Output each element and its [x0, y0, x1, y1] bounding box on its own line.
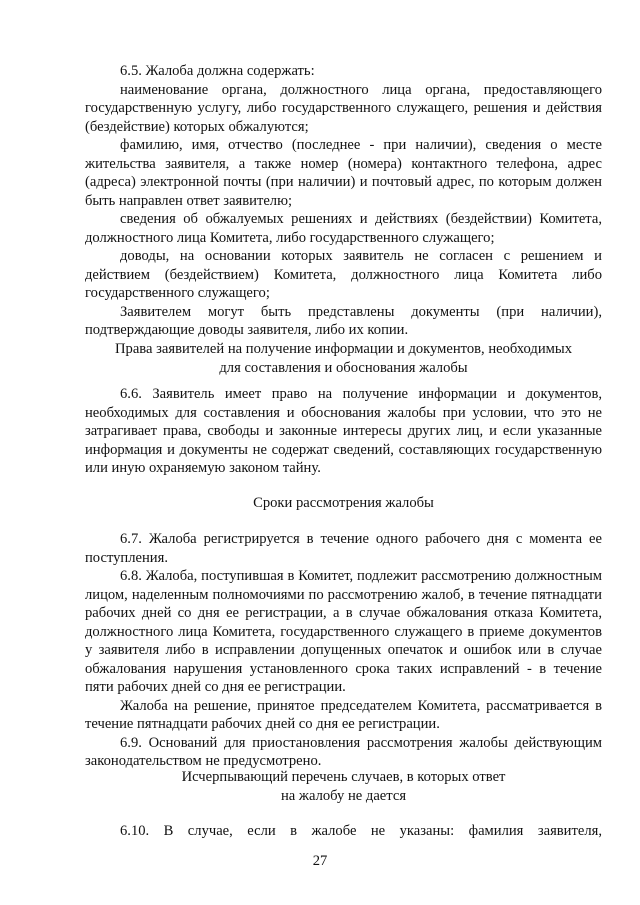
heading-terms-line1: Сроки рассмотрения жалобы [253, 495, 434, 511]
paragraph-6-10: 6.10. В случае, если в жалобе не указаны: фамилия заявителя, [120, 823, 602, 839]
heading-rights-line1: Права заявителей на получение информации и документов, необходимых [114, 341, 572, 357]
heading-refusal [85, 768, 602, 805]
paragraph-6-7: 6.7. Жалоба регистрируется в течение одного рабочего дня с момента ее поступления. [85, 531, 602, 566]
paragraph-chairman: Жалоба на решение, принятое председателем Комитета, рассматривается в течение пятнадцати рабочих дней со дня ее регистрации. [85, 697, 602, 732]
section-6-5 [85, 62, 602, 340]
paragraph-6-6: 6.6. Заявитель имеет право на получение информации и документов, необходимых для составления и обоснования жалобы при условии, что это не затрагивает права, свободы и законные интересы других лиц, и если указанные информация и документы не содержат сведений, составляющих государственную или иную охраняемую законом тайну. [85, 386, 602, 476]
heading-refusal-line2: на жалобу не дается [280, 787, 407, 804]
heading-rights-line2: для составления и обоснования жалобы [219, 359, 468, 376]
paragraph-6-5-arguments: доводы, на основании которых заявитель не согласен с решением и действием (бездействием) Комитета, должностного лица Комитета либо государственного служащего; [85, 248, 602, 301]
paragraph-6-5-documents: Заявителем могут быть представлены документы (при наличии), подтверждающие доводы заявителя, либо их копии. [85, 303, 602, 338]
heading-rights [85, 340, 602, 377]
section-6-10 [85, 822, 602, 841]
paragraph-6-5-intro: 6.5. Жалоба должна содержать: [120, 63, 315, 79]
paragraph-6-8: 6.8. Жалоба, поступившая в Комитет, подлежит рассмотрению должностным лицом, наделенным полномочиями по рассмотрению жалоб, в течение пятнадцати рабочих дней со дня ее регистрации, а в случае обжалования отказа Комитета, должностного лица Комитета, государственного служащего в приеме документов у заявителя либо в исправлении допущенных опечаток и ошибок или в случае обжалования нарушения установленного срока таких исправлений - в течение пяти рабочих дней со дня ее регистрации. [85, 568, 602, 695]
heading-terms [85, 494, 602, 513]
page-number: 27 [312, 853, 328, 869]
heading-refusal-line1: Исчерпывающий перечень случаев, в которых ответ [181, 769, 506, 785]
paragraph-6-5-organ: наименование органа, должностного лица органа, предоставляющего государственную услугу, либо государственного служащего, решения и действия (бездействие) которых обжалуются; [85, 81, 602, 135]
paragraph-6-5-decisions: сведения об обжалуемых решениях и действиях (бездействии) Комитета, должностного лица Комитета, либо государственного служащего; [85, 211, 602, 246]
section-6-7 [85, 530, 602, 771]
paragraph-6-9: 6.9. Оснований для приостановления рассмотрения жалобы действующим законодательством не предусмотрено. [85, 734, 602, 769]
paragraph-6-5-name: фамилию, имя, отчество (последнее - при наличии), сведения о месте жительства заявителя, а также номер (номера) контактного телефона, адрес (адреса) электронной почты (при наличии) и почтовый адрес, по которым должен быть направлен ответ заявителю; [85, 137, 602, 209]
section-6-6 [85, 385, 602, 478]
